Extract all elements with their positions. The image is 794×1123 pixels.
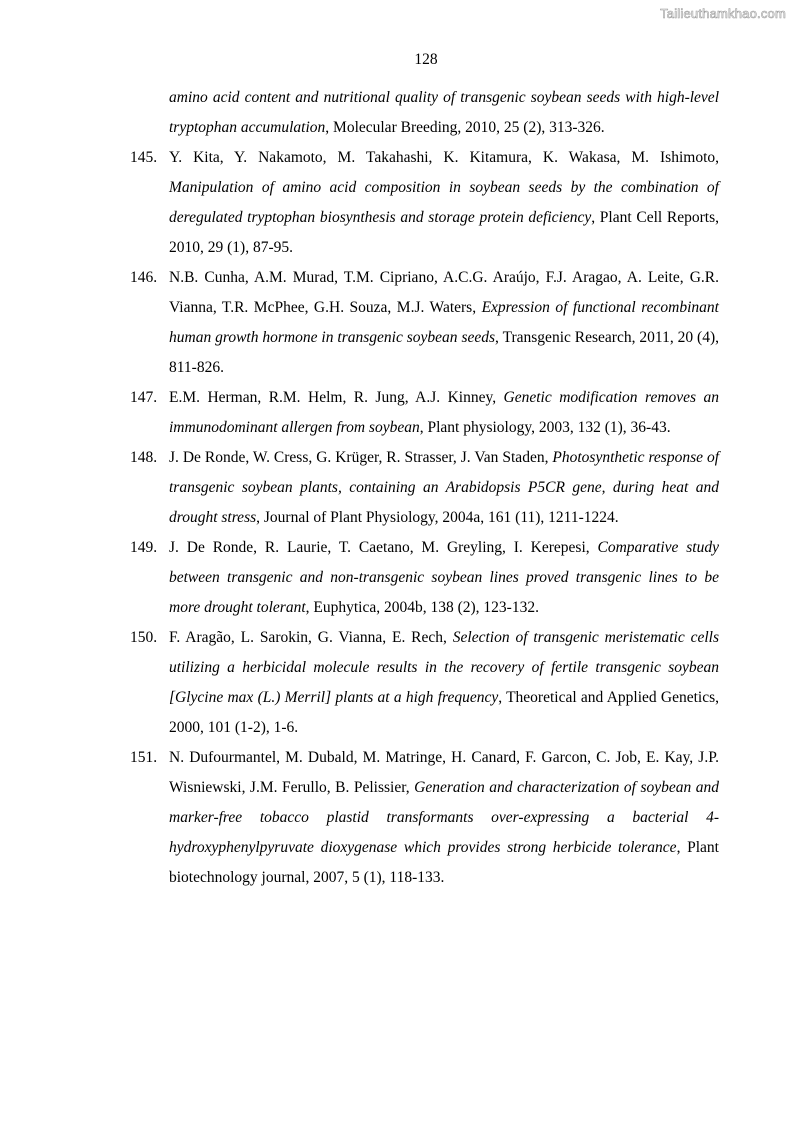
reference-body [169, 383, 719, 443]
reference-body [169, 533, 719, 623]
reference-entry [130, 623, 719, 743]
reference-authors: J. De Ronde, W. Cress, G. Krüger, R. Strasser, J. Van Staden, [169, 449, 553, 466]
reference-title: amino acid content and nutritional quality of transgenic soybean seeds with high-level tryptophan accumulation [169, 89, 719, 136]
reference-body [169, 143, 719, 263]
reference-number: 149. [130, 539, 158, 556]
reference-source: , Molecular Breeding, 2010, 25 (2), 313-326. [325, 119, 605, 136]
reference-authors: Y. Kita, Y. Nakamoto, M. Takahashi, K. Kitamura, K. Wakasa, M. Ishimoto, [169, 149, 719, 166]
reference-entry [130, 533, 719, 623]
reference-source: , Journal of Plant Physiology, 2004a, 161 (11), 1211-1224. [256, 509, 619, 526]
reference-entry [130, 83, 719, 143]
reference-source: , Theoretical and Applied Genetics, 2000, 101 (1-2), 1-6. [169, 689, 719, 736]
reference-entry [130, 143, 719, 263]
reference-number [130, 83, 169, 143]
reference-number: 147. [130, 389, 158, 406]
reference-source: , Plant physiology, 2003, 132 (1), 36-43. [419, 419, 671, 436]
reference-authors: N. Dufourmantel, M. Dubald, M. Matringe, H. Canard, F. Garcon, C. Job, E. Kay, J.P. Wisniewski, J.M. Ferullo, B. Pelissier, [169, 749, 719, 796]
page-number: 128 [414, 51, 438, 68]
reference-entry [130, 383, 719, 443]
reference-authors: F. Aragão, L. Sarokin, G. Vianna, E. Rech, [169, 629, 453, 646]
reference-body [169, 443, 719, 533]
reference-number: 145. [130, 149, 158, 166]
reference-entry [130, 263, 719, 383]
reference-list [130, 83, 719, 893]
reference-title: Genetic modification removes an immunodominant allergen from soybean [169, 389, 720, 436]
reference-authors: E.M. Herman, R.M. Helm, R. Jung, A.J. Kinney, [169, 389, 504, 406]
reference-source: , Plant Cell Reports, 2010, 29 (1), 87-95. [169, 209, 719, 256]
reference-title: Generation and characterization of soybean and marker-free tobacco plastid transformants over-expressing a bacterial 4-hydroxyphenylpyruvate dioxygenase which provides strong herbicide tolerance [169, 779, 719, 856]
reference-title: Expression of functional recombinant human growth hormone in transgenic soybean seeds [169, 299, 719, 346]
watermark-text: Tailieuthamkhao.com [660, 6, 786, 21]
reference-title: Manipulation of amino acid composition in soybean seeds by the combination of deregulated tryptophan biosynthesis and storage protein deficiency [169, 179, 719, 226]
reference-title: Comparative study between transgenic and non-transgenic soybean lines proved transgenic lines to be more drought tolerant [169, 539, 719, 616]
reference-body [169, 743, 719, 893]
reference-title: Photosynthetic response of transgenic soybean plants, containing an Arabidopsis P5CR gene, during heat and drought stress [169, 449, 720, 526]
reference-authors: N.B. Cunha, A.M. Murad, T.M. Cipriano, A.C.G. Araújo, F.J. Aragao, A. Leite, G.R. Vianna, T.R. McPhee, G.H. Souza, M.J. Waters, [169, 269, 719, 316]
reference-number: 148. [130, 449, 158, 466]
reference-body [169, 623, 719, 743]
reference-entry [130, 743, 719, 893]
reference-title: Selection of transgenic meristematic cells utilizing a herbicidal molecule results in the recovery of fertile transgenic soybean [Glycine max (L.) Merril] plants at a high frequency [169, 629, 719, 706]
reference-source: , Transgenic Research, 2011, 20 (4), 811-826. [169, 329, 719, 376]
reference-source: , Plant biotechnology journal, 2007, 5 (1), 118-133. [169, 839, 719, 886]
reference-authors: J. De Ronde, R. Laurie, T. Caetano, M. Greyling, I. Kerepesi, [169, 539, 598, 556]
reference-number: 150. [130, 629, 158, 646]
reference-number: 146. [130, 269, 158, 286]
reference-entry [130, 443, 719, 533]
reference-body [169, 83, 719, 143]
reference-body [169, 263, 719, 383]
reference-number: 151. [130, 749, 158, 766]
reference-source: , Euphytica, 2004b, 138 (2), 123-132. [305, 599, 539, 616]
